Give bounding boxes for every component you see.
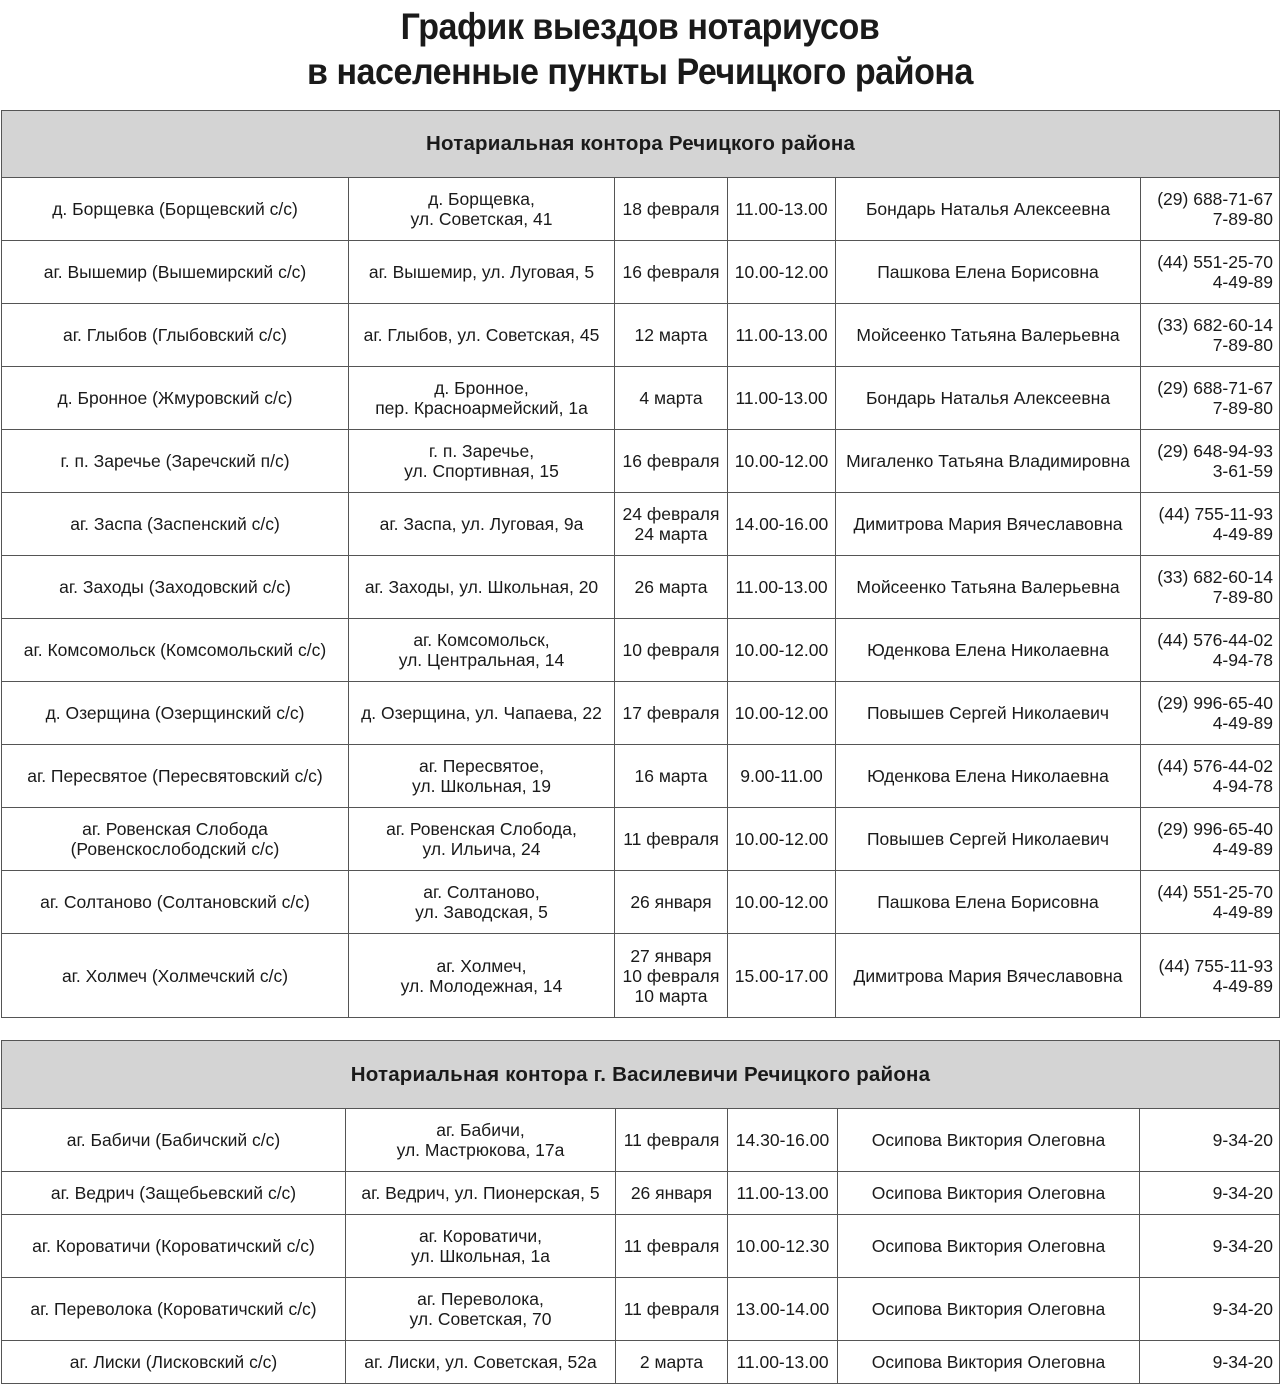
table-row [2, 871, 1280, 934]
notary-cell: Осипова Виктория Олеговна [838, 1172, 1140, 1215]
table-row [2, 178, 1280, 241]
place-cell: аг. Глыбов (Глыбовский с/с) [2, 304, 349, 367]
notary-cell: Осипова Виктория Олеговна [838, 1341, 1140, 1384]
office-2-rows [2, 1041, 1280, 1384]
time-cell: 11.00-13.00 [728, 304, 836, 367]
office-2-name: Нотариальная контора г. Василевичи Речицкого района [2, 1041, 1280, 1109]
page-title [51, 4, 1229, 94]
notary-cell: Осипова Виктория Олеговна [838, 1278, 1140, 1341]
place-cell: аг. Ведрич (Защебьевский с/с) [2, 1172, 346, 1215]
place-cell: аг. Переволока (Короватичский с/с) [2, 1278, 346, 1341]
phone-cell: (44) 755-11-93 4-49-89 [1141, 934, 1280, 1018]
office-2-schedule-table [1, 1040, 1280, 1384]
notary-cell: Повышев Сергей Николаевич [836, 682, 1141, 745]
place-cell: аг. Холмеч (Холмечский с/с) [2, 934, 349, 1018]
notary-cell: Пашкова Елена Борисовна [836, 241, 1141, 304]
address-cell: аг. Солтаново, ул. Заводская, 5 [349, 871, 615, 934]
notary-cell: Пашкова Елена Борисовна [836, 871, 1141, 934]
time-cell: 10.00-12.00 [728, 430, 836, 493]
office-2-header-row [2, 1041, 1280, 1109]
notary-cell: Осипова Виктория Олеговна [838, 1215, 1140, 1278]
table-row [2, 241, 1280, 304]
table-row [2, 934, 1280, 1018]
address-cell: аг. Ведрич, ул. Пионерская, 5 [346, 1172, 616, 1215]
date-cell: 16 марта [615, 745, 728, 808]
title-line-1: График выездов нотариусов [400, 6, 880, 47]
place-cell: д. Борщевка (Борщевский с/с) [2, 178, 349, 241]
time-cell: 10.00-12.00 [728, 682, 836, 745]
table-row [2, 1172, 1280, 1215]
address-cell: аг. Комсомольск, ул. Центральная, 14 [349, 619, 615, 682]
notary-cell: Повышев Сергей Николаевич [836, 808, 1141, 871]
phone-cell: (29) 996-65-40 4-49-89 [1141, 808, 1280, 871]
notary-cell: Димитрова Мария Вячеславовна [836, 493, 1141, 556]
place-cell: аг. Ровенская Слобода (Ровенскослободский с/с) [2, 808, 349, 871]
address-cell: аг. Бабичи, ул. Мастрюкова, 17а [346, 1109, 616, 1172]
notary-cell: Мигаленко Татьяна Владимировна [836, 430, 1141, 493]
address-cell: аг. Заспа, ул. Луговая, 9а [349, 493, 615, 556]
place-cell: аг. Короватичи (Короватичский с/с) [2, 1215, 346, 1278]
phone-cell: (33) 682-60-14 7-89-80 [1141, 304, 1280, 367]
phone-cell: (33) 682-60-14 7-89-80 [1141, 556, 1280, 619]
date-cell: 10 февраля [615, 619, 728, 682]
office-1-name: Нотариальная контора Речицкого района [2, 111, 1280, 178]
date-cell: 24 февраля 24 марта [615, 493, 728, 556]
table-row [2, 745, 1280, 808]
table-row [2, 556, 1280, 619]
date-cell: 27 января 10 февраля 10 марта [615, 934, 728, 1018]
place-cell: аг. Бабичи (Бабичский с/с) [2, 1109, 346, 1172]
address-cell: аг. Переволока, ул. Советская, 70 [346, 1278, 616, 1341]
time-cell: 15.00-17.00 [728, 934, 836, 1018]
place-cell: аг. Пересвятое (Пересвятовский с/с) [2, 745, 349, 808]
time-cell: 11.00-13.00 [728, 556, 836, 619]
date-cell: 18 февраля [615, 178, 728, 241]
date-cell: 26 января [615, 871, 728, 934]
table-row [2, 430, 1280, 493]
phone-cell: (29) 996-65-40 4-49-89 [1141, 682, 1280, 745]
time-cell: 14.00-16.00 [728, 493, 836, 556]
address-cell: г. п. Заречье, ул. Спортивная, 15 [349, 430, 615, 493]
time-cell: 11.00-13.00 [728, 1341, 838, 1384]
table-row [2, 1278, 1280, 1341]
notary-cell: Бондарь Наталья Алексеевна [836, 178, 1141, 241]
place-cell: аг. Лиски (Лисковский с/с) [2, 1341, 346, 1384]
place-cell: аг. Заспа (Заспенский с/с) [2, 493, 349, 556]
address-cell: аг. Ровенская Слобода, ул. Ильича, 24 [349, 808, 615, 871]
place-cell: д. Бронное (Жмуровский с/с) [2, 367, 349, 430]
table-row [2, 367, 1280, 430]
table-row [2, 808, 1280, 871]
time-cell: 9.00-11.00 [728, 745, 836, 808]
phone-cell: (44) 755-11-93 4-49-89 [1141, 493, 1280, 556]
phone-cell: 9-34-20 [1140, 1109, 1280, 1172]
address-cell: д. Озерщина, ул. Чапаева, 22 [349, 682, 615, 745]
date-cell: 16 февраля [615, 241, 728, 304]
place-cell: аг. Комсомольск (Комсомольский с/с) [2, 619, 349, 682]
table-row [2, 1341, 1280, 1384]
address-cell: аг. Пересвятое, ул. Школьная, 19 [349, 745, 615, 808]
place-cell: аг. Заходы (Заходовский с/с) [2, 556, 349, 619]
address-cell: аг. Холмеч, ул. Молодежная, 14 [349, 934, 615, 1018]
table-row [2, 1215, 1280, 1278]
table-row [2, 1109, 1280, 1172]
notary-cell: Осипова Виктория Олеговна [838, 1109, 1140, 1172]
table-row [2, 619, 1280, 682]
time-cell: 10.00-12.00 [728, 871, 836, 934]
date-cell: 16 февраля [615, 430, 728, 493]
title-line-2: в населенные пункты Речицкого района [306, 51, 973, 92]
date-cell: 11 февраля [616, 1278, 728, 1341]
phone-cell: (44) 551-25-70 4-49-89 [1141, 871, 1280, 934]
address-cell: д. Борщевка, ул. Советская, 41 [349, 178, 615, 241]
time-cell: 10.00-12.00 [728, 241, 836, 304]
phone-cell: (29) 648-94-93 3-61-59 [1141, 430, 1280, 493]
date-cell: 11 февраля [615, 808, 728, 871]
office-1-rows [2, 111, 1280, 1018]
notary-cell: Мойсеенко Татьяна Валерьевна [836, 304, 1141, 367]
table-row [2, 493, 1280, 556]
notary-cell: Юденкова Елена Николаевна [836, 745, 1141, 808]
phone-cell: 9-34-20 [1140, 1215, 1280, 1278]
time-cell: 14.30-16.00 [728, 1109, 838, 1172]
address-cell: аг. Вышемир, ул. Луговая, 5 [349, 241, 615, 304]
phone-cell: (44) 551-25-70 4-49-89 [1141, 241, 1280, 304]
phone-cell: (29) 688-71-67 7-89-80 [1141, 178, 1280, 241]
date-cell: 4 марта [615, 367, 728, 430]
notary-cell: Димитрова Мария Вячеславовна [836, 934, 1141, 1018]
phone-cell: (44) 576-44-02 4-94-78 [1141, 619, 1280, 682]
notary-cell: Мойсеенко Татьяна Валерьевна [836, 556, 1141, 619]
time-cell: 11.00-13.00 [728, 367, 836, 430]
date-cell: 12 марта [615, 304, 728, 367]
place-cell: д. Озерщина (Озерщинский с/с) [2, 682, 349, 745]
office-1-schedule-table [1, 110, 1280, 1018]
table-row [2, 682, 1280, 745]
address-cell: аг. Лиски, ул. Советская, 52а [346, 1341, 616, 1384]
phone-cell: 9-34-20 [1140, 1278, 1280, 1341]
time-cell: 10.00-12.30 [728, 1215, 838, 1278]
time-cell: 10.00-12.00 [728, 808, 836, 871]
date-cell: 26 марта [615, 556, 728, 619]
place-cell: аг. Солтаново (Солтановский с/с) [2, 871, 349, 934]
phone-cell: (29) 688-71-67 7-89-80 [1141, 367, 1280, 430]
table-row [2, 304, 1280, 367]
date-cell: 11 февраля [616, 1109, 728, 1172]
time-cell: 10.00-12.00 [728, 619, 836, 682]
address-cell: аг. Глыбов, ул. Советская, 45 [349, 304, 615, 367]
date-cell: 2 марта [616, 1341, 728, 1384]
time-cell: 11.00-13.00 [728, 178, 836, 241]
date-cell: 26 января [616, 1172, 728, 1215]
phone-cell: 9-34-20 [1140, 1341, 1280, 1384]
place-cell: г. п. Заречье (Заречский п/с) [2, 430, 349, 493]
time-cell: 13.00-14.00 [728, 1278, 838, 1341]
phone-cell: 9-34-20 [1140, 1172, 1280, 1215]
date-cell: 17 февраля [615, 682, 728, 745]
address-cell: аг. Заходы, ул. Школьная, 20 [349, 556, 615, 619]
office-1-header-row [2, 111, 1280, 178]
address-cell: аг. Короватичи, ул. Школьная, 1а [346, 1215, 616, 1278]
address-cell: д. Бронное, пер. Красноармейский, 1а [349, 367, 615, 430]
phone-cell: (44) 576-44-02 4-94-78 [1141, 745, 1280, 808]
notary-cell: Юденкова Елена Николаевна [836, 619, 1141, 682]
date-cell: 11 февраля [616, 1215, 728, 1278]
notary-cell: Бондарь Наталья Алексеевна [836, 367, 1141, 430]
time-cell: 11.00-13.00 [728, 1172, 838, 1215]
place-cell: аг. Вышемир (Вышемирский с/с) [2, 241, 349, 304]
